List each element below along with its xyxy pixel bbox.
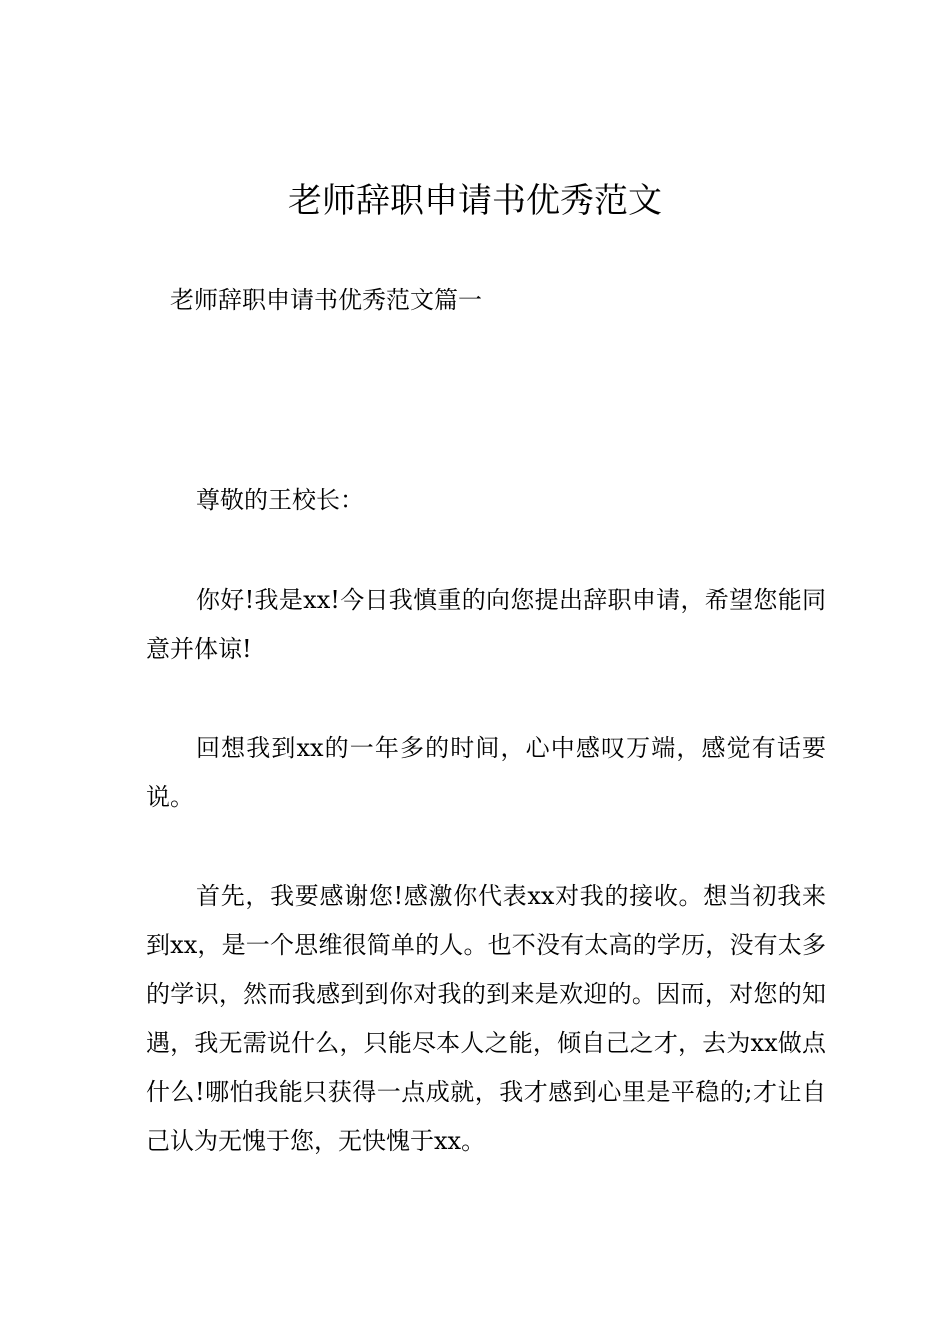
- paragraph-3: 首先，我要感谢您!感激你代表xx对我的接收。想当初我来到xx，是一个思维很简单的人。也不没有太高的学历，没有太多的学识，然而我感到到你对我的到来是欢迎的。因而，对您的知遇，我无需说什么，只能尽本人之能，倾自己之才，去为xx做点什么!哪怕我能只获得一点成就，我才感到心里是平稳的;才让自己认为无愧于您，无快愧于xx。: [146, 882, 826, 1155]
- document-subtitle: 老师辞职申请书优秀范文篇一: [170, 286, 482, 314]
- paragraph-2: 回想我到xx的一年多的时间，心中感叹万端，感觉有话要说。: [146, 734, 826, 811]
- document-title: 老师辞职申请书优秀范文: [288, 181, 662, 221]
- salutation: 尊敬的王校长：: [196, 486, 364, 514]
- paragraph-1: 你好!我是xx!今日我慎重的向您提出辞职申请，希望您能同意并体谅!: [146, 586, 826, 663]
